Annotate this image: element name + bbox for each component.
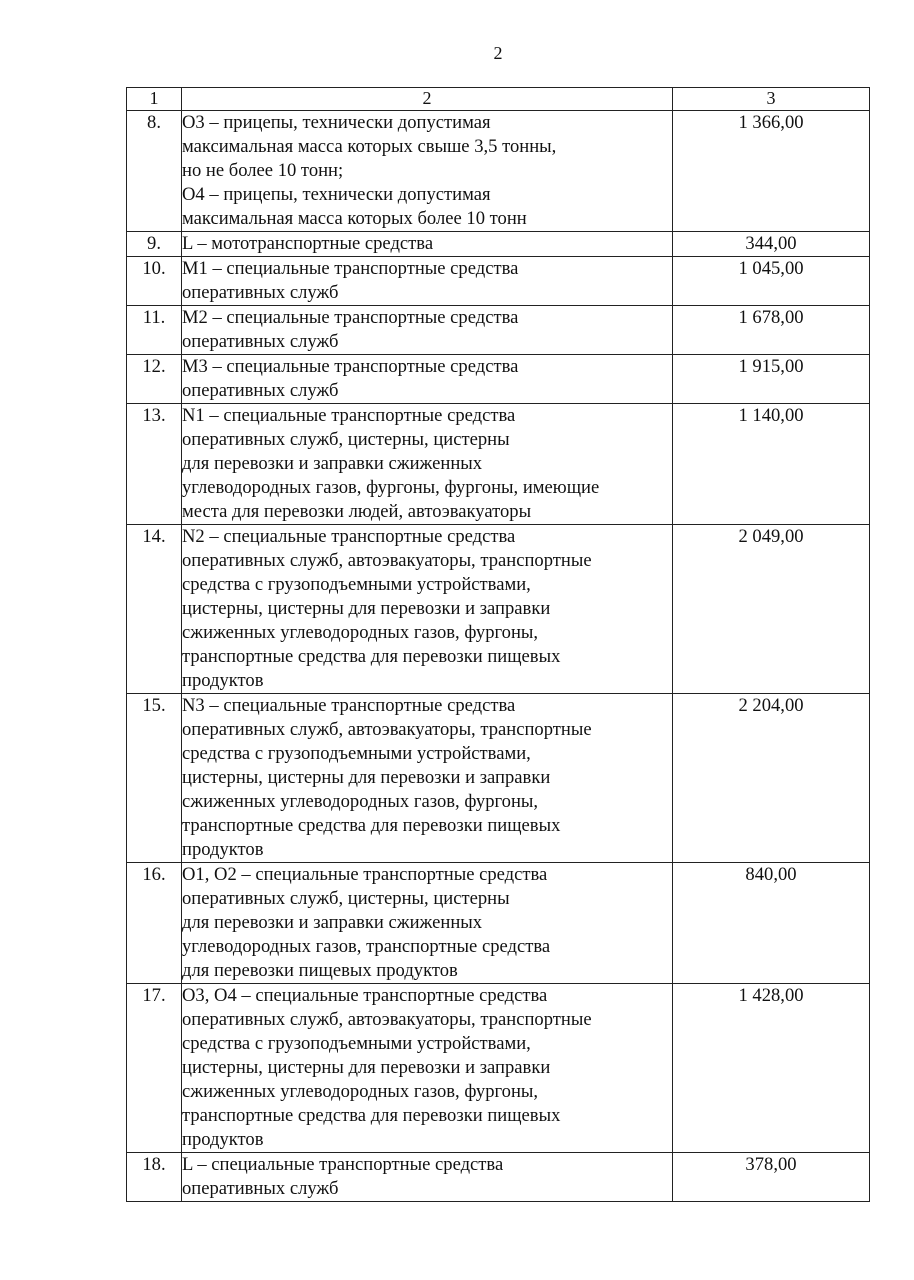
description-line: для перевозки и заправки сжиженных [182,453,483,474]
table-row [127,111,870,232]
description-line: M2 – специальные транспортные средства [182,307,519,328]
row-value: 2 049,00 [673,525,870,694]
description-line: средства с грузоподъемными устройствами, [182,1033,531,1054]
row-number: 9. [127,232,182,257]
row-value: 2 204,00 [673,694,870,863]
table-row [127,355,870,404]
table-row [127,1153,870,1202]
row-description [182,404,673,525]
table-row [127,863,870,984]
description-line: оперативных служб [182,282,339,303]
row-description [182,232,673,257]
column-header-description: 2 [182,88,673,111]
column-header-value: 3 [673,88,870,111]
description-line: оперативных служб, автоэвакуаторы, транспортные [182,1009,592,1030]
description-line: сжиженных углеводородных газов, фургоны, [182,622,539,643]
description-line: цистерны, цистерны для перевозки и заправки [182,598,551,619]
row-number: 12. [127,355,182,404]
row-description [182,257,673,306]
row-description [182,863,673,984]
row-number: 18. [127,1153,182,1202]
tariff-table [126,87,870,1202]
row-value: 1 140,00 [673,404,870,525]
table-row [127,525,870,694]
description-line: оперативных служб, цистерны, цистерны [182,429,510,450]
row-description [182,525,673,694]
row-description [182,306,673,355]
description-line: оперативных служб, цистерны, цистерны [182,888,510,909]
description-line: сжиженных углеводородных газов, фургоны, [182,791,539,812]
row-number: 15. [127,694,182,863]
table-row [127,232,870,257]
description-line: продуктов [182,839,264,860]
row-value: 344,00 [673,232,870,257]
row-value: 1 678,00 [673,306,870,355]
description-line: N3 – специальные транспортные средства [182,695,516,716]
row-description [182,1153,673,1202]
row-description [182,111,673,232]
description-line: оперативных служб [182,331,339,352]
description-line: цистерны, цистерны для перевозки и заправки [182,1057,551,1078]
description-line: O3, O4 – специальные транспортные средства [182,985,548,1006]
description-line: максимальная масса которых более 10 тонн [182,208,527,229]
table-row [127,404,870,525]
description-line: продуктов [182,1129,264,1150]
table-body [127,111,870,1202]
page-number: 2 [493,43,503,63]
description-line: оперативных служб, автоэвакуаторы, транспортные [182,719,592,740]
description-line: сжиженных углеводородных газов, фургоны, [182,1081,539,1102]
row-number: 13. [127,404,182,525]
description-line: но не более 10 тонн; [182,160,344,181]
description-line: оперативных служб, автоэвакуаторы, транспортные [182,550,592,571]
row-value: 1 045,00 [673,257,870,306]
column-header-number: 1 [127,88,182,111]
description-line: продуктов [182,670,264,691]
row-description [182,984,673,1153]
description-line: M3 – специальные транспортные средства [182,356,519,377]
row-number: 17. [127,984,182,1153]
row-value: 840,00 [673,863,870,984]
row-value: 1 428,00 [673,984,870,1153]
description-line: O1, O2 – специальные транспортные средства [182,864,548,885]
description-line: максимальная масса которых свыше 3,5 тонны, [182,136,557,157]
table-row [127,257,870,306]
description-line: оперативных служб [182,1178,339,1199]
row-value: 1 915,00 [673,355,870,404]
description-line: L – специальные транспортные средства [182,1154,504,1175]
description-line: углеводородных газов, фургоны, фургоны, имеющие [182,477,600,498]
row-description [182,355,673,404]
row-number: 14. [127,525,182,694]
row-number: 10. [127,257,182,306]
description-line: места для перевозки людей, автоэвакуаторы [182,501,532,522]
description-line: для перевозки и заправки сжиженных [182,912,483,933]
row-value: 1 366,00 [673,111,870,232]
row-description [182,694,673,863]
table-row [127,984,870,1153]
description-line: средства с грузоподъемными устройствами, [182,574,531,595]
description-line: цистерны, цистерны для перевозки и заправки [182,767,551,788]
row-number: 8. [127,111,182,232]
description-line: O4 – прицепы, технически допустимая [182,184,491,205]
description-line: транспортные средства для перевозки пищевых [182,646,561,667]
description-line: M1 – специальные транспортные средства [182,258,519,279]
row-number: 11. [127,306,182,355]
description-line: L – мототранспортные средства [182,233,434,254]
description-line: оперативных служб [182,380,339,401]
description-line: углеводородных газов, транспортные средства [182,936,551,957]
description-line: транспортные средства для перевозки пищевых [182,1105,561,1126]
description-line: N2 – специальные транспортные средства [182,526,516,547]
table-header-row [127,88,870,111]
table-row [127,306,870,355]
table-row [127,694,870,863]
description-line: для перевозки пищевых продуктов [182,960,458,981]
row-value: 378,00 [673,1153,870,1202]
description-line: транспортные средства для перевозки пищевых [182,815,561,836]
description-line: O3 – прицепы, технически допустимая [182,112,491,133]
row-number: 16. [127,863,182,984]
description-line: средства с грузоподъемными устройствами, [182,743,531,764]
description-line: N1 – специальные транспортные средства [182,405,516,426]
